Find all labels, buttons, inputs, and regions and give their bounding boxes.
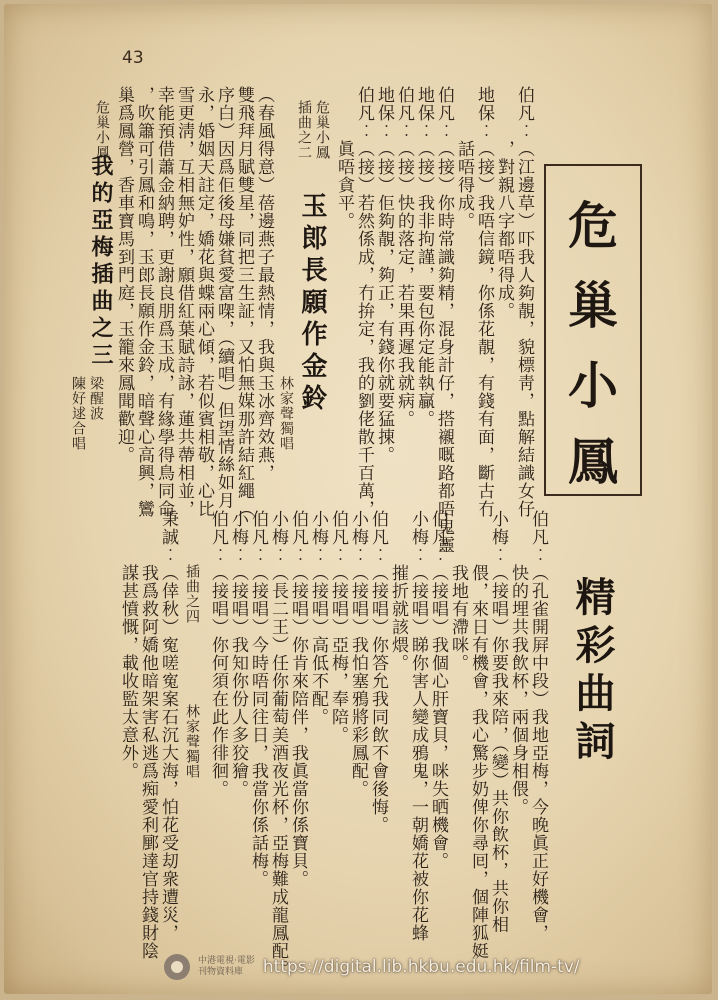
- lyric-line: 伯凡︰（接唱）你何須在此作徘徊。: [208, 510, 228, 798]
- section-label: 危巢小鳳: [314, 100, 330, 160]
- lyric-line: 伯凡︰（接）你時常識夠精，混身計仔，搭襯嘅路都唔鬼靈: [434, 86, 454, 554]
- singer-credit: 梁醒波: [88, 376, 104, 421]
- lyric-line: 序白）因爲佢後母嫌貧愛富㗎，（續唱）但望情絲如月: [214, 86, 234, 510]
- watermark-url[interactable]: https://digital.lib.hkbu.edu.hk/film-tv/: [262, 957, 580, 977]
- lyric-line: 地保︰（接）佢夠靚，夠正，有錢你就要猛㨂。: [374, 86, 394, 464]
- lyric-line: 我地有滯咪。: [448, 510, 468, 672]
- watermark-org: 中港電視·電影 刊物資料庫: [198, 956, 255, 977]
- lyric-line: 伯凡︰（接唱）我個心肝寶貝，咪失晒機會。: [428, 510, 448, 870]
- section-label: 插曲之二: [296, 100, 312, 160]
- lyric-line: 伯凡︰（接唱）你肯來陪伴，我眞當你係寶貝。: [288, 510, 308, 888]
- lyric-line: 小梅︰（接唱）我怕塞鴉將彩鳳配。: [348, 510, 368, 798]
- lyric-line: ，吹簫可引鳳和鳴，玉郎長願作金鈴，暗聲心高興，鸞: [134, 86, 154, 518]
- lyric-line: 永，婚姻天註定，嬌花與蝶兩心傾，若似賓相敬，心比: [194, 86, 214, 518]
- lyric-line: 伯凡︰（接）快的落定，若果再遲我就病。: [394, 86, 414, 428]
- lyric-line: 伯凡︰（孔雀開屛中段）我地亞梅，今晚眞正好機會，: [528, 510, 548, 942]
- lyric-line: 伯凡︰（江邊草）吓我人夠靚，貌標靑，點解結識女仔: [514, 86, 534, 518]
- lyric-line: 眞唔貪平。: [334, 86, 354, 230]
- lyric-line: 伯凡︰（接）若然係成，冇拚定，我的劉佬散千百萬，: [354, 86, 374, 518]
- lyric-line: 地保︰（接）我非拘謹，要包你定能執贏。: [414, 86, 434, 428]
- lyric-line: （春風得意）蓓邊燕子最熱情，我與玉冰齊效燕，: [254, 86, 274, 482]
- lyric-line: 秉誠︰（倖秋）寃嗟寃案石沉大海，怕花受刧衆遭災，: [158, 510, 178, 942]
- lyric-line: 幸能預借蕭金納聘，更謝良朋爲玉成，有緣學得鳥同命: [154, 86, 174, 518]
- lyric-line: 話唔得成。: [454, 86, 474, 230]
- lyric-line: 雪更淸，互相無妒性，願借紅葉賦詩詠，蓮共蔕相並，: [174, 86, 194, 518]
- lyric-line: 小梅︰（接唱）高低不配。: [308, 510, 328, 726]
- lyric-line: 偎，來日有機會，我心驚步奶俾你尋囘，個陣狐娗: [468, 510, 488, 960]
- title-box: [544, 164, 642, 496]
- library-logo-icon: [164, 954, 190, 980]
- section-label: 危巢小鳳: [94, 100, 110, 160]
- singer-credit: 林家聲獨唱: [278, 376, 294, 451]
- lyric-line: 伯凡︰（接唱）亞梅，奉陪。: [328, 510, 348, 744]
- lyric-line: 巢爲鳳營，香車寶馬到門庭，玉籠來鳳聞歡迎。: [114, 86, 134, 464]
- lyric-line: 地保︰（接）我唔信鏡，你係花靚，有錢有面，斷古冇: [474, 86, 494, 518]
- lyric-line: 小梅︰（接唱）你要我來陪，（變）共你飲杯，共你相: [488, 510, 508, 934]
- title-char: 鳳: [568, 432, 618, 491]
- lyric-line: 小梅︰（接唱）我知你份人多狡獪。: [228, 510, 248, 798]
- song-title: 玉郎長願作金鈴: [297, 192, 327, 416]
- section-label: 插曲之四: [184, 564, 200, 624]
- lyric-line: 雙飛拜月賦雙星，同把三生証，又怕無媒那許結紅繩（: [234, 86, 254, 518]
- lyric-line: 謀甚憤慨，載收監太意外。: [118, 510, 138, 780]
- section-heading: 精彩曲詞: [569, 576, 615, 768]
- lyric-line: 快的埋共我飲杯，兩個身相偎。: [508, 510, 528, 816]
- title-char: 危: [568, 196, 618, 255]
- title-char: 巢: [568, 276, 618, 335]
- lyric-line: 摧折就該煨。: [388, 510, 408, 672]
- watermark: [164, 954, 580, 980]
- song-title: 我的亞梅插曲之三: [88, 154, 114, 370]
- lyric-line: 我爲救阿嬌他暗架害私逃爲痴愛利䣑達官持錢財陰: [138, 510, 158, 960]
- lyric-line: ，對親八字都唔得成。: [494, 86, 514, 320]
- singer-credit: 林家聲獨唱: [184, 704, 200, 779]
- singer-credit: 陳好逑合唱: [70, 376, 86, 451]
- lyric-line: 伯凡︰（接唱）今時唔同往日，我當你係話梅。: [248, 510, 268, 888]
- page-number: 43: [122, 48, 144, 68]
- lyric-line: 伯凡︰（接唱）你答允我同飲不會後悔。: [368, 510, 388, 834]
- lyric-line: 小梅︰（接唱）睇你害人變成鴉鬼，一朝嬌花被你花蜂: [408, 510, 428, 942]
- lyric-line: 小梅︰（長二王）任你葡萄美酒夜光杯，亞梅難成龍鳳配。: [268, 510, 288, 978]
- magazine-page: [4, 4, 712, 994]
- title-char: 小: [568, 356, 618, 415]
